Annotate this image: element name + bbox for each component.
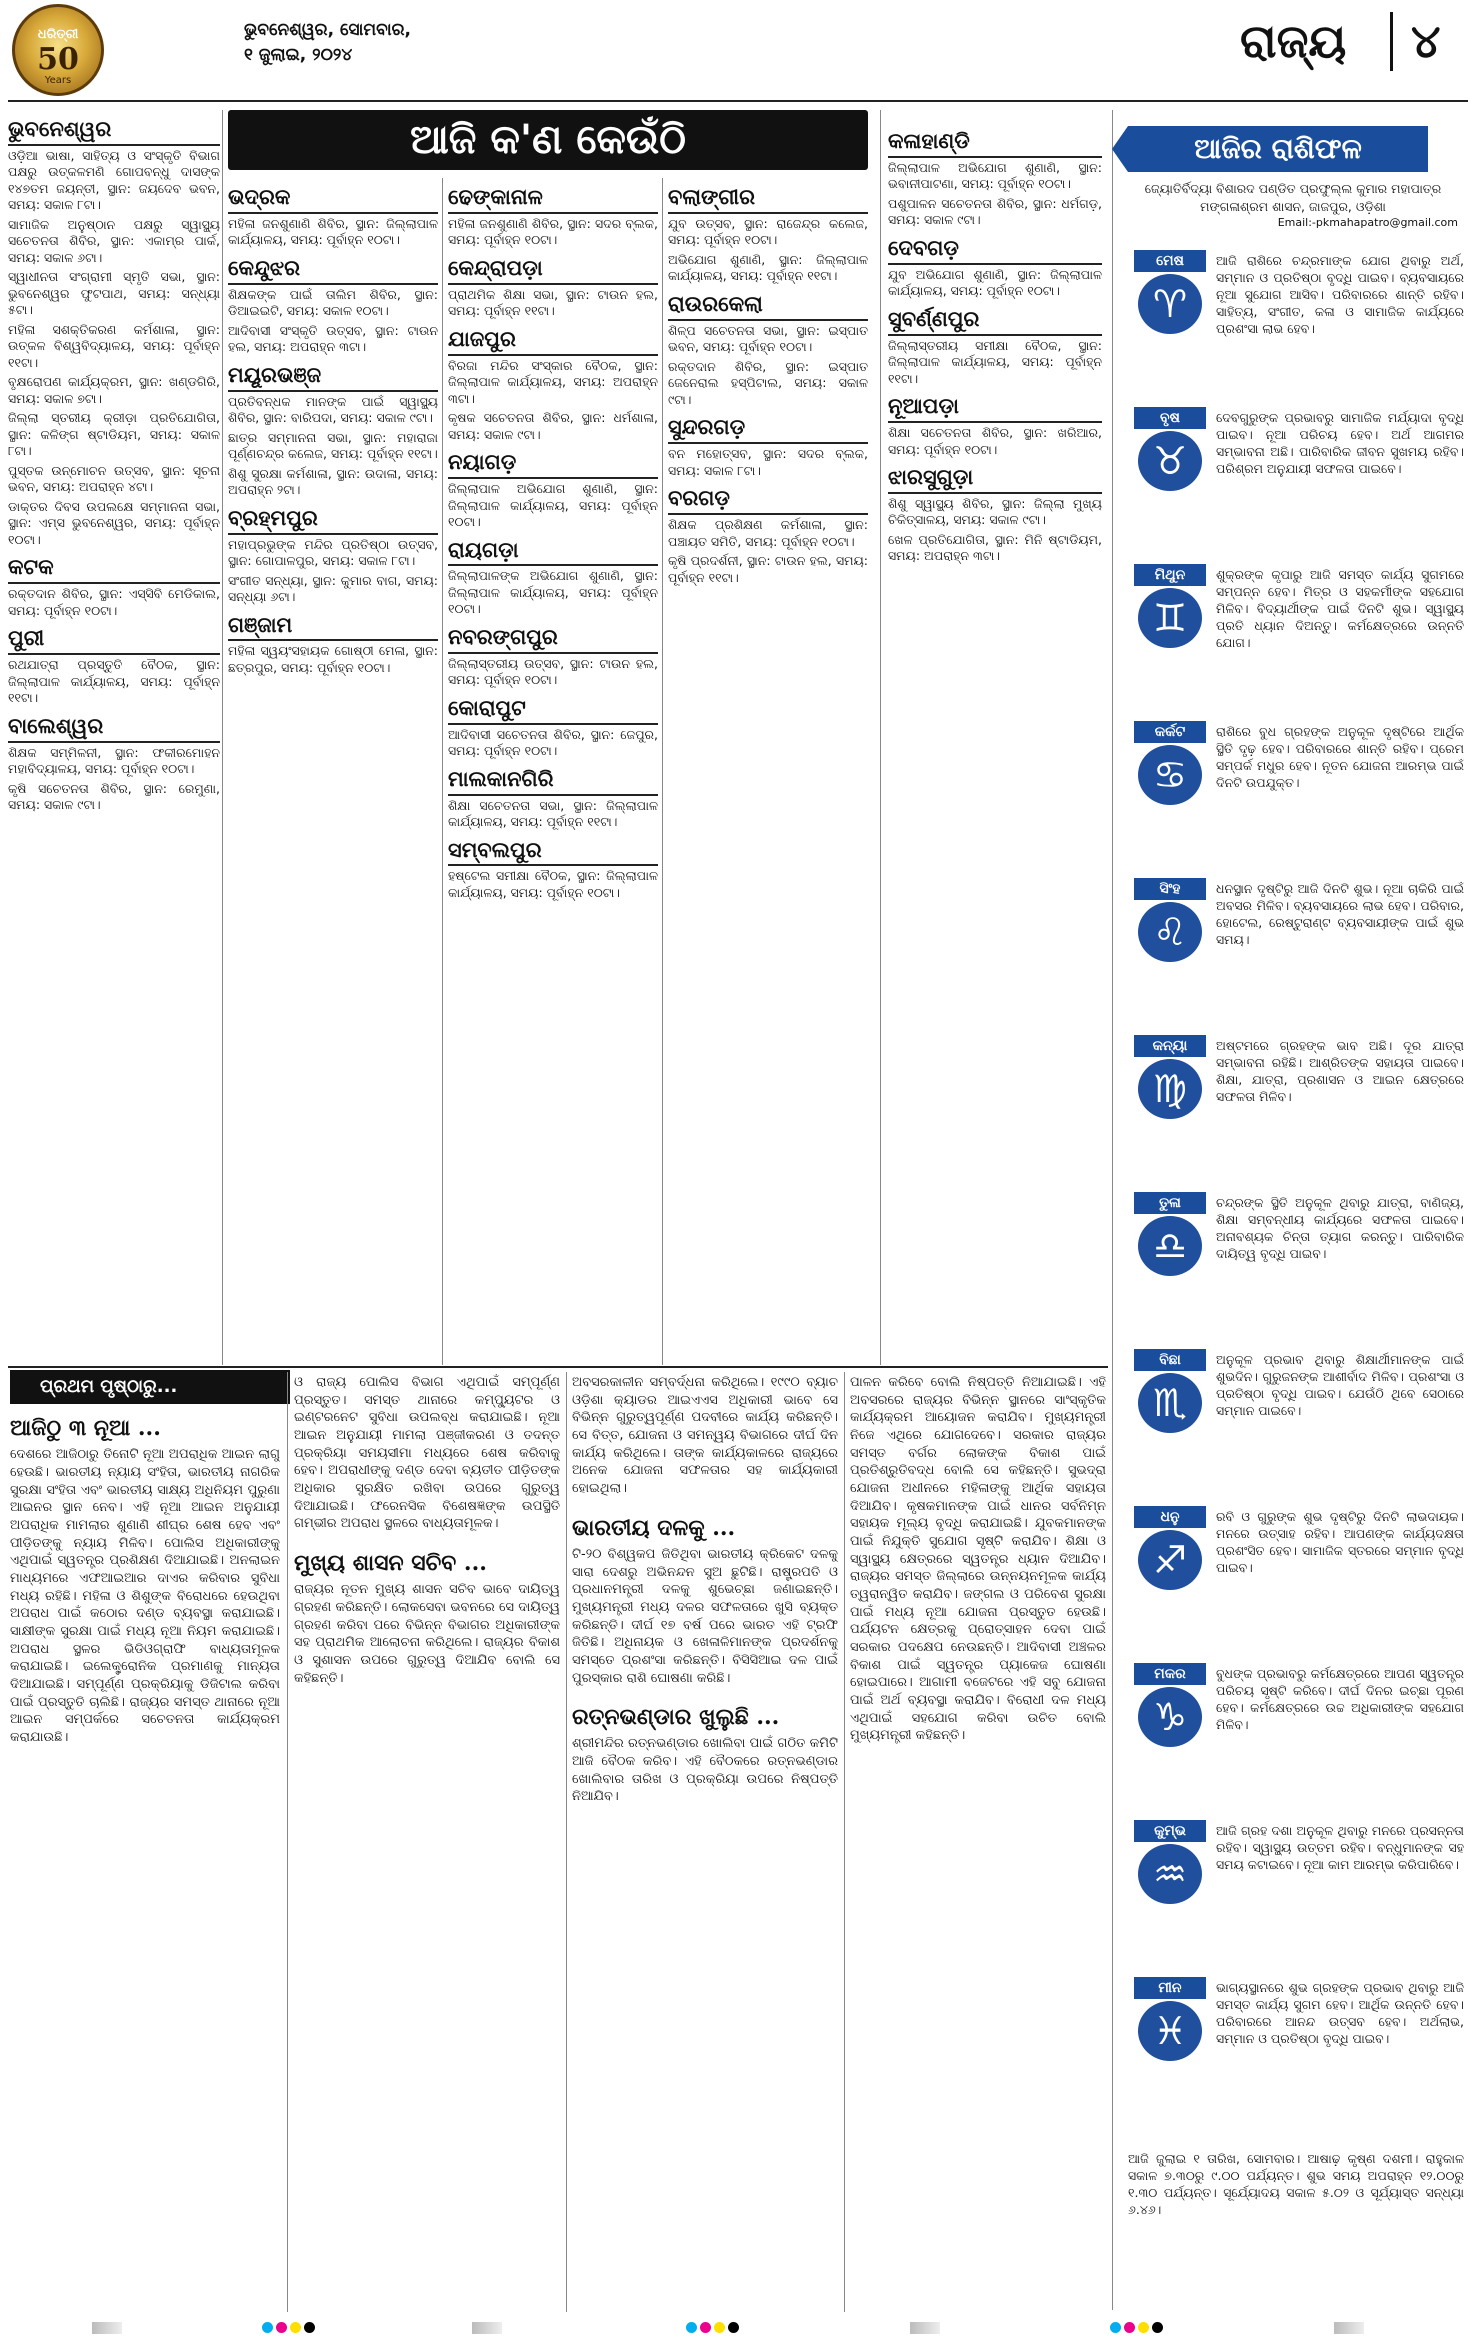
horoscope-sign (1128, 1820, 1464, 1969)
sign-name: ମେଷ (1134, 250, 1206, 272)
event-entry: ମହିଳା ଜନଶୁଣାଣି ଶିବିର, ସ୍ଥାନ: ଜିଲ୍ଲାପାଳ କାର୍ଯ୍ୟାଳୟ, ସମୟ: ପୂର୍ବାହ୍ନ ୧୦ଟା। (228, 215, 438, 248)
sign-name: କନ୍ୟା (1134, 1035, 1206, 1057)
zodiac-icon: ♑ (1138, 1687, 1202, 1747)
story-body: ଟି-୨୦ ବିଶ୍ୱକପ ଜିତିଥିବା ଭାରତୀୟ କ୍ରିକେଟ ଦଳକୁ ସାରା ଦେଶରୁ ଅଭିନନ୍ଦନ ସୁଅ ଛୁଟିଛି। ରାଷ୍ଟ୍ରପତି ଓ ପ୍ରଧାନମନ୍ତ୍ରୀ ଦଳକୁ ଶୁଭେଚ୍ଛା ଜଣାଇଛନ୍ତି। ମୁଖ୍ୟମନ୍ତ୍ରୀ ମଧ୍ୟ ଦଳର ସଫଳତାରେ ଖୁସି ବ୍ୟକ୍ତ କରିଛନ୍ତି। ଦୀର୍ଘ ୧୭ ବର୍ଷ ପରେ ଭାରତ ଏହି ଟ୍ରଫି ଜିତିଛି। ଅଧିନାୟକ ଓ ଖେଳାଳିମାନଙ୍କ ପ୍ରଦର୍ଶନକୁ ସମସ୍ତେ ପ୍ରଶଂସା କରିଛନ୍ତି। ବିସିସିଆଇ ଦଳ ପାଇଁ ପୁରସ୍କାର ରାଶି ଘୋଷଣା କରିଛି। (572, 1546, 838, 1686)
event-entry: ଓଡ଼ିଆ ଭାଷା, ସାହିତ୍ୟ ଓ ସଂସ୍କୃତି ବିଭାଗ ପକ୍ଷରୁ ଉତ୍କଳମଣି ଗୋପବନ୍ଧୁ ଦାସଙ୍କ ୧୪୭ତମ ଜୟନ୍ତୀ, ସ୍ଥାନ: ଜୟଦେବ ଭବନ, ସମୟ: ସକାଳ ୮ଟା। (8, 147, 220, 213)
event-entry: ରକ୍ତଦାନ ଶିବିର, ସ୍ଥାନ: ଏସ୍ସିବି ମେଡିକାଲ, ସମୟ: ପୂର୍ବାହ୍ନ ୧୦ଟା। (8, 586, 220, 618)
event-entry: ଶିକ୍ଷକ ସମ୍ମିଳନୀ, ସ୍ଥାନ: ଫକୀରମୋହନ ମହାବିଦ୍ୟାଳୟ, ସମୟ: ପୂର୍ବାହ୍ନ ୧୦ଟା। (8, 744, 220, 776)
horoscope-sign (1128, 407, 1464, 556)
district-heading: ଭଦ୍ରକ (228, 184, 438, 214)
sign-prediction: ଶୁକ୍ରଙ୍କ କୃପାରୁ ଆଜି ସମସ୍ତ କାର୍ଯ୍ୟ ସୁଗମରେ ସମ୍ପନ୍ନ ହେବ। ମିତ୍ର ଓ ସହକର୍ମୀଙ୍କ ସହଯୋଗ ମିଳିବ। ବିଦ୍ୟାର୍ଥୀଙ୍କ ପାଇଁ ଦିନଟି ଶୁଭ। ସ୍ୱାସ୍ଥ୍ୟ ପ୍ରତି ଧ୍ୟାନ ଦିଅନ୍ତୁ। କର୍ମକ୍ଷେତ୍ରରେ ଉନ୍ନତି ଯୋଗ। (1216, 567, 1464, 650)
sign-emblem (1128, 1349, 1212, 1437)
sign-emblem (1128, 1035, 1212, 1123)
event-entry: କୃଷକ ସଚେତନତା ଶିବିର, ସ୍ଥାନ: ଧର୍ମଶାଳା, ସମୟ: ସକାଳ ୯ଟା। (448, 410, 658, 442)
section-title: ରାଜ୍ୟ (1240, 14, 1347, 68)
sign-name: ମିଥୁନ (1134, 564, 1206, 586)
district-heading: ରାଉରକେଲା (668, 291, 868, 321)
zodiac-icon: ♐ (1138, 1530, 1202, 1590)
sign-prediction: ଚନ୍ଦ୍ରଙ୍କ ସ୍ଥିତି ଅନୁକୂଳ ଥିବାରୁ ଯାତ୍ରା, ବାଣିଜ୍ୟ, ଶିକ୍ଷା ସମ୍ବନ୍ଧୀୟ କାର୍ଯ୍ୟରେ ସଫଳତା ପାଇବେ। ଅନାବଶ୍ୟକ ଚିନ୍ତା ତ୍ୟାଗ କରନ୍ତୁ। ପାରିବାରିକ ଦାୟିତ୍ୱ ବୃଦ୍ଧି ପାଇବ। (1216, 1195, 1464, 1261)
event-entry: ଶିକ୍ଷା ସଚେତନତା ଶିବିର, ସ୍ଥାନ: ଖରିଆର, ସମୟ: ପୂର୍ବାହ୍ନ ୧୦ଟା। (888, 425, 1102, 457)
story-three-new-laws (10, 1410, 280, 2310)
zodiac-icon: ♍ (1138, 1059, 1202, 1119)
event-entry: ମହିଳା ସଶକ୍ତିକରଣ କର୍ମଶାଳା, ସ୍ଥାନ: ଉତ୍କଳ ବିଶ୍ୱବିଦ୍ୟାଳୟ, ସମୟ: ପୂର୍ବାହ୍ନ ୧୧ଟା। (8, 321, 220, 370)
event-entry: ବିରଜା ମନ୍ଦିର ସଂସ୍କାର ବୈଠକ, ସ୍ଥାନ: ଜିଲ୍ଲାପାଳ କାର୍ଯ୍ୟାଳୟ, ସମୟ: ଅପରାହ୍ନ ୩ଟା। (448, 357, 658, 406)
event-entry: ସାମାଜିକ ଅନୁଷ୍ଠାନ ପକ୍ଷରୁ ସ୍ୱାସ୍ଥ୍ୟ ସଚେତନତା ଶିବିର, ସ୍ଥାନ: ଏକାମ୍ର ପାର୍କ, ସମୟ: ସକାଳ ୬ଟା। (8, 216, 220, 265)
event-entry: ମହିଳା ଜନଶୁଣାଣି ଶିବିର, ସ୍ଥାନ: ସଦର ବ୍ଲକ, ସମୟ: ପୂର୍ବାହ୍ନ ୧୦ଟା। (448, 215, 658, 248)
events-column-2 (228, 178, 438, 1365)
event-entry: ବୃକ୍ଷରୋପଣ କାର୍ଯ୍ୟକ୍ରମ, ସ୍ଥାନ: ଖଣ୍ଡଗିରି, ସମୟ: ସକାଳ ୭ଟା। (8, 374, 220, 406)
event-entry: ସଂଗୀତ ସନ୍ଧ୍ୟା, ସ୍ଥାନ: କୁମାର ବାଗ, ସମୟ: ସନ୍ଧ୍ୟା ୬ଟା। (228, 572, 438, 604)
story-headline: ଆଜିଠୁ ୩ ନୂଆ ... (10, 1415, 161, 1441)
district-heading: ନୟାଗଡ଼ (448, 449, 658, 479)
event-entry: ଜିଲ୍ଲାପାଳଙ୍କ ଅଭିଯୋଗ ଶୁଣାଣି, ସ୍ଥାନ: ଜିଲ୍ଲାପାଳ କାର୍ଯ୍ୟାଳୟ, ସମୟ: ପୂର୍ବାହ୍ନ ୧୦ଟା। (448, 568, 658, 617)
district-heading: ବରଗଡ଼ (668, 485, 868, 515)
logo-years: Years (44, 75, 72, 86)
sign-name: ଧନୁ (1134, 1506, 1206, 1528)
sign-emblem (1128, 564, 1212, 652)
event-entry: ରକ୍ତଦାନ ଶିବିର, ସ୍ଥାନ: ଇସ୍ପାତ ଜେନେରାଲ ହସ୍ପିଟାଲ, ସମୟ: ସକାଳ ୯ଟା। (668, 358, 868, 407)
astrologer-email: Email:-pkmahapatro@gmail.com (1277, 216, 1458, 229)
district-heading: ମୟୂରଭଞ୍ଜ (228, 362, 438, 392)
story-chief-secretary-cricket (572, 1374, 838, 2314)
event-entry: ଶିଳ୍ପ ସଚେତନତା ସଭା, ସ୍ଥାନ: ଇସ୍ପାତ ଭବନ, ସମୟ: ପୂର୍ବାହ୍ନ ୧୦ଟା। (668, 322, 868, 355)
events-column-4 (668, 178, 868, 1365)
zodiac-icon: ♌ (1138, 902, 1202, 962)
print-registration-marks (0, 2318, 1477, 2338)
dateline-date: ୧ ଜୁଲାଇ, ୨୦୨୪ (244, 44, 353, 65)
sign-emblem (1128, 1192, 1212, 1280)
event-entry: ପୁସ୍ତକ ଉନ୍ମୋଚନ ଉତ୍ସବ, ସ୍ଥାନ: ସୂଚନା ଭବନ, ସମୟ: ଅପରାହ୍ନ ୪ଟା। (8, 462, 220, 495)
zodiac-icon: ♒ (1138, 1844, 1202, 1904)
event-entry: ଛାତ୍ର ସମ୍ମାନନା ସଭା, ସ୍ଥାନ: ମହାରାଜା ପୂର୍ଣ୍ଣଚନ୍ଦ୍ର କଲେଜ, ସମୟ: ପୂର୍ବାହ୍ନ ୧୧ଟା। (228, 429, 438, 462)
horoscope-sign (1128, 1506, 1464, 1655)
district-heading: ସମ୍ବଲପୁର (448, 837, 658, 867)
district-heading: ବ୍ରହ୍ମପୁର (228, 505, 438, 535)
event-entry: ଶିଶୁ ସୁରକ୍ଷା କର୍ମଶାଳା, ସ୍ଥାନ: ଉଦାଳା, ସମୟ: ଅପରାହ୍ନ ୨ଟା। (228, 465, 438, 498)
page-number: ୪ (1390, 12, 1441, 71)
district-heading: କେନ୍ଦୁଝର (228, 255, 438, 285)
event-entry: ଆଦିବାସୀ ସଚେତନତା ଶିବିର, ସ୍ଥାନ: ଜେପୁର, ସମୟ: ପୂର୍ବାହ୍ନ ୧୦ଟା। (448, 726, 658, 759)
district-heading: ସୁନ୍ଦରଗଡ଼ (668, 414, 868, 444)
newspaper-logo (12, 4, 104, 96)
sign-name: କୁମ୍ଭ (1134, 1820, 1206, 1842)
sign-prediction: ଅଷ୍ଟମରେ ଗ୍ରହଙ୍କ ଭାବ ଅଛି। ଦୂର ଯାତ୍ରା ସମ୍ଭାବନା ରହିଛି। ଆଶ୍ରିତଙ୍କ ସହାୟତା ପାଇବେ। ଶିକ୍ଷା, ଯାତ୍ରା, ପ୍ରଶାସନ ଓ ଆଇନ କ୍ଷେତ୍ରରେ ସଫଳତା ମିଳିବ। (1216, 1038, 1464, 1104)
district-heading: ଭୁବନେଶ୍ୱର (8, 116, 220, 146)
zodiac-icon: ♓ (1138, 2001, 1202, 2061)
sign-name: ବୃଷ (1134, 407, 1206, 429)
sign-prediction: ବୁଧଙ୍କ ପ୍ରଭାବରୁ କର୍ମକ୍ଷେତ୍ରରେ ଆପଣ ସ୍ୱତନ୍ତ୍ର ପରିଚୟ ସୃଷ୍ଟି କରିବେ। ଦୀର୍ଘ ଦିନର ଇଚ୍ଛା ପୂରଣ ହେବ। କର୍ମକ୍ଷେତ୍ରରେ ଉଚ୍ଚ ଅଧିକାରୀଙ୍କ ସହଯୋଗ ମିଳିବ। (1216, 1666, 1464, 1732)
event-entry: ଯୁବ ଅଭିଯୋଗ ଶୁଣାଣି, ସ୍ଥାନ: ଜିଲ୍ଲାପାଳ କାର୍ଯ୍ୟାଳୟ, ସମୟ: ପୂର୍ବାହ୍ନ ୧୦ଟା। (888, 266, 1102, 299)
horoscope-byline (1128, 180, 1458, 230)
dateline-place-day: ଭୁବନେଶ୍ୱର, ସୋମବାର, (244, 20, 411, 40)
horoscope-sign (1128, 250, 1464, 399)
sign-prediction: ଆଜି ଗ୍ରହ ଦଶା ଅନୁକୂଳ ଥିବାରୁ ମନରେ ପ୍ରସନ୍ନତା ରହିବ। ସ୍ୱାସ୍ଥ୍ୟ ଉତ୍ତମ ରହିବ। ବନ୍ଧୁମାନଙ୍କ ସହ ସମୟ କଟାଇବେ। ନୂଆ କାମ ଆରମ୍ଭ କରିପାରିବେ। (1216, 1823, 1464, 1872)
almanac-footer: ଆଜି ଜୁଲାଇ ୧ ତାରିଖ, ସୋମବାର। ଆଷାଢ଼ କୃଷ୍ଣ ଦଶମୀ। ରାହୁକାଳ ସକାଳ ୭.୩୦ରୁ ୯.୦୦ ପର୍ଯ୍ୟନ୍ତ। ଶୁଭ ସମୟ ଅପରାହ୍ନ ୧୨.୦୦ରୁ ୧.୩୦ ପର୍ଯ୍ୟନ୍ତ। ସୂର୍ଯ୍ୟୋଦୟ ସକାଳ ୫.୦୨ ଓ ସୂର୍ଯ୍ୟାସ୍ତ ସନ୍ଧ୍ୟା ୬.୪୬। (1128, 2151, 1464, 2217)
sign-name: ମୀନ (1134, 1977, 1206, 1999)
event-entry: ପଶୁପାଳନ ସଚେତନତା ଶିବିର, ସ୍ଥାନ: ଧର୍ମଗଡ଼, ସମୟ: ସକାଳ ୯ଟା। (888, 195, 1102, 228)
story-headline: ମୁଖ୍ୟ ଶାସନ ସଚିବ ... (294, 1550, 487, 1577)
sign-prediction: ଭାଗ୍ୟସ୍ଥାନରେ ଶୁଭ ଗ୍ରହଙ୍କ ପ୍ରଭାବ ଥିବାରୁ ଆଜି ସମସ୍ତ କାର୍ଯ୍ୟ ସୁଗମ ହେବ। ଆର୍ଥିକ ଉନ୍ନତି ହେବ। ପରିବାରରେ ଆନନ୍ଦ ଉତ୍ସବ ହେବ। ଅର୍ଥଲାଭ, ସମ୍ମାନ ଓ ପ୍ରତିଷ୍ଠା ବୃଦ୍ଧି ପାଇବ। (1216, 1980, 1464, 2046)
horoscope-sign (1128, 1663, 1464, 1812)
dateline (244, 18, 411, 67)
district-heading: କୋରାପୁଟ (448, 695, 658, 725)
horoscope-sign (1128, 1035, 1464, 1184)
event-entry: ଜିଲ୍ଲାସ୍ତରୀୟ ଉତ୍ସବ, ସ୍ଥାନ: ଟାଉନ ହଲ, ସମୟ: ପୂର୍ବାହ୍ନ ୧୦ଟା। (448, 655, 658, 688)
logo-number: 50 (37, 42, 79, 77)
event-entry: ଆଦିବାସୀ ସଂସ୍କୃତି ଉତ୍ସବ, ସ୍ଥାନ: ଟାଉନ ହଲ, ସମୟ: ଅପରାହ୍ନ ୩ଟା। (228, 322, 438, 355)
story-body: ଦେଶରେ ଆଜିଠାରୁ ତିନୋଟି ନୂଆ ଅପରାଧିକ ଆଇନ ଲାଗୁ ହେଉଛି। ଭାରତୀୟ ନ୍ୟାୟ ସଂହିତା, ଭାରତୀୟ ନାଗରିକ ସୁରକ୍ଷା ସଂହିତା ଏବଂ ଭାରତୀୟ ସାକ୍ଷ୍ୟ ଅଧିନିୟମ ପୁରୁଣା ଆଇନର ସ୍ଥାନ ନେବ। ଏହି ନୂଆ ଆଇନ ଅନୁଯାୟୀ ଅପରାଧିକ ମାମଲାର ଶୁଣାଣି ଶୀଘ୍ର ଶେଷ ହେବ ଏବଂ ପୀଡ଼ିତଙ୍କୁ ନ୍ୟାୟ ମିଳିବ। ପୋଲିସ ଅଧିକାରୀଙ୍କୁ ଏଥିପାଇଁ ସ୍ୱତନ୍ତ୍ର ପ୍ରଶିକ୍ଷଣ ଦିଆଯାଇଛି। ଅନଲାଇନ ମାଧ୍ୟମରେ ଏଫଆଇଆର ଦାଏର କରିବାର ସୁବିଧା ମଧ୍ୟ ରହିଛି। ମହିଳା ଓ ଶିଶୁଙ୍କ ବିରୋଧରେ ହେଉଥିବା ଅପରାଧ ପାଇଁ କଠୋର ଦଣ୍ଡ ବ୍ୟବସ୍ଥା କରାଯାଇଛି। ସାକ୍ଷୀଙ୍କ ସୁରକ୍ଷା ପାଇଁ ମଧ୍ୟ ନୂଆ ନିୟମ କରାଯାଇଛି। ଅପରାଧ ସ୍ଥଳର ଭିଡିଓଗ୍ରାଫି ବାଧ୍ୟତାମୂଳକ କରାଯାଇଛି। ଇଲେକ୍ଟ୍ରୋନିକ ପ୍ରମାଣକୁ ମାନ୍ୟତା ଦିଆଯାଇଛି। ସମ୍ପୂର୍ଣ୍ଣ ପ୍ରକ୍ରିୟାକୁ ଡିଜିଟାଲ କରିବା ପାଇଁ ପ୍ରସ୍ତୁତି ଚାଲିଛି। ରାଜ୍ୟର ସମସ୍ତ ଥାନାରେ ନୂଆ ଆଇନ ସମ୍ପର୍କରେ ସଚେତନତା କାର୍ଯ୍ୟକ୍ରମ କରାଯାଉଛି। (10, 1447, 280, 1745)
horoscope-sign (1128, 564, 1464, 713)
event-entry: ଶିକ୍ଷା ସଚେତନତା ସଭା, ସ୍ଥାନ: ଜିଲ୍ଲାପାଳ କାର୍ଯ୍ୟାଳୟ, ସମୟ: ପୂର୍ବାହ୍ନ ୧୧ଟା। (448, 797, 658, 829)
event-entry: ଜିଲ୍ଲାସ୍ତରୀୟ ସମୀକ୍ଷା ବୈଠକ, ସ୍ଥାନ: ଜିଲ୍ଲାପାଳ କାର୍ଯ୍ୟାଳୟ, ସମୟ: ପୂର୍ବାହ୍ନ ୧୧ଟା। (888, 337, 1102, 386)
event-entry: ଡାକ୍ତର ଦିବସ ଉପଲକ୍ଷେ ସମ୍ମାନନା ସଭା, ସ୍ଥାନ: ଏମ୍ସ ଭୁବନେଶ୍ୱର, ସମୟ: ପୂର୍ବାହ୍ନ ୧୦ଟା। (8, 498, 220, 547)
story-continued-police (294, 1374, 560, 2254)
sign-name: କର୍କଟ (1134, 721, 1206, 743)
masthead (8, 4, 1468, 102)
district-heading: କେନ୍ଦ୍ରାପଡ଼ା (448, 255, 658, 285)
sign-prediction: ଆଜି ରାଶିରେ ଚନ୍ଦ୍ରମାଙ୍କ ଯୋଗ ଥିବାରୁ ଅର୍ଥ, ସମ୍ମାନ ଓ ପ୍ରତିଷ୍ଠା ବୃଦ୍ଧି ପାଇବ। ବ୍ୟବସାୟରେ ନୂଆ ସୁଯୋଗ ଆସିବ। ପରିବାରରେ ଶାନ୍ତି ରହିବ। ସାହିତ୍ୟ, ସଂଗୀତ, କଳା ଓ ସାମାଜିକ କାର୍ଯ୍ୟରେ ପ୍ରଶଂସା ଲାଭ ହେବ। (1216, 253, 1464, 336)
sign-name: ସିଂହ (1134, 878, 1206, 900)
zodiac-icon: ♋ (1138, 745, 1202, 805)
sign-prediction: ଅନୁକୂଳ ପ୍ରଭାବ ଥିବାରୁ ଶିକ୍ଷାର୍ଥୀମାନଙ୍କ ପାଇଁ ଶୁଭଦିନ। ଗୁରୁଜନଙ୍କ ଆଶୀର୍ବାଦ ମିଳିବ। ପ୍ରଶଂସା ଓ ପ୍ରତିଷ୍ଠା ବୃଦ୍ଧି ପାଇବ। ଯେଉଁଠି ଥିବେ ସେଠାରେ ସମ୍ମାନ ପାଇବେ। (1216, 1352, 1464, 1418)
event-entry: ବନ ମହୋତ୍ସବ, ସ୍ଥାନ: ସଦର ବ୍ଲକ, ସମୟ: ସକାଳ ୮ଟା। (668, 446, 868, 478)
events-banner: ଆଜି କ'ଣ କେଉଁଠି (228, 110, 868, 170)
event-entry: ଶିକ୍ଷକଙ୍କ ପାଇଁ ତାଲିମ ଶିବିର, ସ୍ଥାନ: ଡିଆଇଇଟି, ସମୟ: ସକାଳ ୧୦ଟା। (228, 286, 438, 319)
sign-prediction: ରବି ଓ ଗୁରୁଙ୍କ ଶୁଭ ଦୃଷ୍ଟିରୁ ଦିନଟି ଲାଭଦାୟକ। ମନରେ ଉତ୍ସାହ ରହିବ। ଆପଣଙ୍କ କାର୍ଯ୍ୟଦକ୍ଷତା ପ୍ରଶଂସିତ ହେବ। ସାମାଜିକ ସ୍ତରରେ ସମ୍ମାନ ବୃଦ୍ଧି ପାଇବ। (1216, 1509, 1464, 1575)
event-entry: ପ୍ରତିବନ୍ଧକ ମାନଙ୍କ ପାଇଁ ସ୍ୱାସ୍ଥ୍ୟ ଶିବିର, ସ୍ଥାନ: ବାରିପଦା, ସମୟ: ସକାଳ ୯ଟା। (228, 393, 438, 426)
event-entry: ସ୍ୱାଧୀନତା ସଂଗ୍ରାମୀ ସ୍ମୃତି ସଭା, ସ୍ଥାନ: ଭୁବନେଶ୍ୱର ଫୁଟପାଥ, ସମୟ: ସନ୍ଧ୍ୟା ୫ଟା। (8, 269, 220, 318)
story-headline: ରତ୍ନଭଣ୍ଡାର ଖୁଲୁଛି ... (572, 1704, 780, 1731)
zodiac-icon: ♊ (1138, 588, 1202, 648)
sign-name: ମକର (1134, 1663, 1206, 1685)
sign-prediction: ରାଶିରେ ବୁଧ ଗ୍ରହଙ୍କ ଅନୁକୂଳ ଦୃଷ୍ଟିରେ ଆର୍ଥିକ ସ୍ଥିତି ଦୃଢ଼ ହେବ। ପରିବାରରେ ଶାନ୍ତି ରହିବ। ପ୍ରେମ ସମ୍ପର୍କ ମଧୁର ହେବ। ନୂତନ ଯୋଜନା ଆରମ୍ଭ ପାଇଁ ଦିନଟି ଉପଯୁକ୍ତ। (1216, 724, 1464, 790)
horoscope-header: ଆଜିର ରାଶିଫଳ (1128, 126, 1428, 172)
district-heading: ଗଞ୍ଜାମ (228, 612, 438, 642)
event-entry: କୃଷି ପ୍ରଦର୍ଶନୀ, ସ୍ଥାନ: ଟାଉନ ହଲ, ସମୟ: ପୂର୍ବାହ୍ନ ୧୧ଟା। (668, 553, 868, 585)
district-heading: ଦେବଗଡ଼ (888, 235, 1102, 265)
district-heading: ରାୟଗଡ଼ା (448, 537, 658, 567)
sign-emblem (1128, 1663, 1212, 1751)
zodiac-icon: ♏ (1138, 1373, 1202, 1433)
event-entry: ପ୍ରାଥମିକ ଶିକ୍ଷା ସଭା, ସ୍ଥାନ: ଟାଉନ ହଲ, ସମୟ: ପୂର୍ବାହ୍ନ ୧୧ଟା। (448, 286, 658, 319)
district-heading: ଯାଜପୁର (448, 326, 658, 356)
sign-name: ତୁଳା (1134, 1192, 1206, 1214)
event-entry: ଯୁବ ଉତ୍ସବ, ସ୍ଥାନ: ରାଜେନ୍ଦ୍ର କଲେଜ, ସମୟ: ପୂର୍ବାହ୍ନ ୧୦ଟା। (668, 215, 868, 248)
district-heading: ବଲାଙ୍ଗୀର (668, 184, 868, 214)
district-heading: ବାଲେଶ୍ୱର (8, 713, 220, 743)
event-entry: ଖେଳ ପ୍ରତିଯୋଗିତା, ସ୍ଥାନ: ମିନି ଷ୍ଟାଡିୟମ, ସମୟ: ଅପରାହ୍ନ ୩ଟା। (888, 531, 1102, 564)
event-entry: ରଥଯାତ୍ରା ପ୍ରସ୍ତୁତି ବୈଠକ, ସ୍ଥାନ: ଜିଲ୍ଲାପାଳ କାର୍ଯ୍ୟାଳୟ, ସମୟ: ପୂର୍ବାହ୍ନ ୧୧ଟା। (8, 657, 220, 706)
event-entry: ଜିଲ୍ଲାପାଳ ଅଭିଯୋଗ ଶୁଣାଣି, ସ୍ଥାନ: ଭବାନୀପାଟଣା, ସମୟ: ପୂର୍ବାହ୍ନ ୧୦ଟା। (888, 159, 1102, 192)
story-body: ପାଳନ କରିବେ ବୋଲି ନିଷ୍ପତ୍ତି ନିଆଯାଇଛି। ଏହି ଅବସରରେ ରାଜ୍ୟର ବିଭିନ୍ନ ସ୍ଥାନରେ ସାଂସ୍କୃତିକ କାର୍ଯ୍ୟକ୍ରମ ଆୟୋଜନ କରାଯିବ। ମୁଖ୍ୟମନ୍ତ୍ରୀ ନିଜେ ଏଥିରେ ଯୋଗଦେବେ। ସରକାର ରାଜ୍ୟର ସମସ୍ତ ବର୍ଗର ଲୋକଙ୍କ ବିକାଶ ପାଇଁ ପ୍ରତିଶ୍ରୁତିବଦ୍ଧ ବୋଲି ସେ କହିଛନ୍ତି। ସୁଭଦ୍ରା ଯୋଜନା ଅଧୀନରେ ମହିଳାଙ୍କୁ ଆର୍ଥିକ ସହାୟତା ଦିଆଯିବ। କୃଷକମାନଙ୍କ ପାଇଁ ଧାନର ସର୍ବନିମ୍ନ ସହାୟକ ମୂଲ୍ୟ ବୃଦ୍ଧି କରାଯାଇଛି। ଯୁବକମାନଙ୍କ ପାଇଁ ନିଯୁକ୍ତି ସୁଯୋଗ ସୃଷ୍ଟି କରାଯିବ। ଶିକ୍ଷା ଓ ସ୍ୱାସ୍ଥ୍ୟ କ୍ଷେତ୍ରରେ ସ୍ୱତନ୍ତ୍ର ଧ୍ୟାନ ଦିଆଯିବ। ରାଜ୍ୟର ସମସ୍ତ ଜିଲ୍ଲାରେ ଉନ୍ନୟନମୂଳକ କାର୍ଯ୍ୟ ତ୍ୱରାନ୍ୱିତ କରାଯିବ। ଜଙ୍ଗଲ ଓ ପରିବେଶ ସୁରକ୍ଷା ପାଇଁ ମଧ୍ୟ ନୂଆ ଯୋଜନା ପ୍ରସ୍ତୁତ ହେଉଛି। ପର୍ଯ୍ୟଟନ କ୍ଷେତ୍ରକୁ ପ୍ରୋତ୍ସାହନ ଦେବା ପାଇଁ ସରକାର ପଦକ୍ଷେପ ନେଉଛନ୍ତି। ଆଦିବାସୀ ଅଞ୍ଚଳର ବିକାଶ ପାଇଁ ସ୍ୱତନ୍ତ୍ର ପ୍ୟାକେଜ ଘୋଷଣା ହୋଇପାରେ। ଆଗାମୀ ବଜେଟରେ ଏହି ସବୁ ଯୋଜନା ପାଇଁ ଅର୍ଥ ବ୍ୟବସ୍ଥା କରାଯିବ। ବିରୋଧୀ ଦଳ ମଧ୍ୟ ଏଥିପାଇଁ ସହଯୋଗ କରିବା ଉଚିତ ବୋଲି ମୁଖ୍ୟମନ୍ତ୍ରୀ କହିଛନ୍ତି। (850, 1375, 1106, 1744)
event-entry: ଜିଲ୍ଲା ସ୍ତରୀୟ କ୍ରୀଡ଼ା ପ୍ରତିଯୋଗିତା, ସ୍ଥାନ: କଳିଙ୍ଗ ଷ୍ଟାଡିୟମ, ସମୟ: ସକାଳ ୮ଟା। (8, 410, 220, 459)
event-entry: ଶିଶୁ ସ୍ୱାସ୍ଥ୍ୟ ଶିବିର, ସ୍ଥାନ: ଜିଲ୍ଲା ମୁଖ୍ୟ ଚିକିତ୍ସାଳୟ, ସମୟ: ସକାଳ ୯ଟା। (888, 495, 1102, 528)
sign-emblem (1128, 878, 1212, 966)
district-heading: ନୂଆପଡ଼ା (888, 393, 1102, 423)
story-headline: ଭାରତୀୟ ଦଳକୁ ... (572, 1514, 736, 1541)
district-heading: କଳାହାଣ୍ଡି (888, 128, 1102, 158)
event-entry: ଶିକ୍ଷକ ପ୍ରଶିକ୍ଷଣ କର୍ମଶାଳା, ସ୍ଥାନ: ପଞ୍ଚାୟତ ସମିତି, ସମୟ: ପୂର୍ବାହ୍ନ ୧୦ଟା। (668, 517, 868, 549)
events-column-1 (8, 110, 220, 1365)
logo-name: ଧରିତ୍ରୀ (37, 27, 79, 42)
astrologer-name: ଜ୍ୟୋତିର୍ବିଦ୍ୟା ବିଶାରଦ ପଣ୍ଡିତ ପ୍ରଫୁଲ୍ଲ କୁମାର ମହାପାତ୍ର (1144, 181, 1442, 196)
events-column-5 (888, 122, 1102, 1365)
sign-emblem (1128, 250, 1212, 338)
story-body: ଓ ରାଜ୍ୟ ପୋଲିସ ବିଭାଗ ଏଥିପାଇଁ ସମ୍ପୂର୍ଣ୍ଣ ପ୍ରସ୍ତୁତ। ସମସ୍ତ ଥାନାରେ କମ୍ପ୍ୟୁଟର ଓ ଇଣ୍ଟରନେଟ ସୁବିଧା ଉପଲବ୍ଧ କରାଯାଇଛି। ନୂଆ ଆଇନ ଅନୁଯାୟୀ ମାମଲା ପଞ୍ଜୀକରଣ ଓ ତଦନ୍ତ ପ୍ରକ୍ରିୟା ସମୟସୀମା ମଧ୍ୟରେ ଶେଷ କରିବାକୁ ହେବ। ଅପରାଧୀଙ୍କୁ ଦଣ୍ଡ ଦେବା ବ୍ୟତୀତ ପୀଡ଼ିତଙ୍କ ଅଧିକାର ସୁରକ୍ଷିତ ରଖିବା ଉପରେ ଗୁରୁତ୍ୱ ଦିଆଯାଇଛି। ଫରେନସିକ ବିଶେଷଜ୍ଞଙ୍କ ଉପସ୍ଥିତି ଗମ୍ଭୀର ଅପରାଧ ସ୍ଥଳରେ ବାଧ୍ୟତାମୂଳକ। (294, 1375, 560, 1532)
event-entry: ଅଭିଯୋଗ ଶୁଣାଣି, ସ୍ଥାନ: ଜିଲ୍ଲାପାଳ କାର୍ଯ୍ୟାଳୟ, ସମୟ: ପୂର୍ବାହ୍ନ ୧୧ଟା। (668, 251, 868, 284)
district-heading: ନବରଙ୍ଗପୁର (448, 624, 658, 654)
sign-name: ବିଛା (1134, 1349, 1206, 1371)
event-entry: ମହାପ୍ରଭୁଙ୍କ ମନ୍ଦିର ପ୍ରତିଷ୍ଠା ଉତ୍ସବ, ସ୍ଥାନ: ଗୋପାଳପୁର, ସମୟ: ସକାଳ ୮ଟା। (228, 536, 438, 568)
district-heading: ପୁରୀ (8, 625, 220, 655)
district-heading: ଢେଙ୍କାନାଳ (448, 184, 658, 214)
zodiac-icon: ♈ (1138, 274, 1202, 334)
story-body: ରାଜ୍ୟର ନୂତନ ମୁଖ୍ୟ ଶାସନ ସଚିବ ଭାବେ ଦାୟିତ୍ୱ ଗ୍ରହଣ କରିଛନ୍ତି। ଲୋକସେବା ଭବନରେ ସେ ଦାୟିତ୍ୱ ଗ୍ରହଣ କରିବା ପରେ ବିଭିନ୍ନ ବିଭାଗର ଅଧିକାରୀଙ୍କ ସହ ପ୍ରାଥମିକ ଆଲୋଚନା କରିଥିଲେ। ରାଜ୍ୟର ବିକାଶ ଓ ସୁଶାସନ ଉପରେ ଗୁରୁତ୍ୱ ଦିଆଯିବ ବୋଲି ସେ କହିଛନ୍ତି। (294, 1582, 560, 1686)
sign-emblem (1128, 1977, 1212, 2065)
horoscope-sign (1128, 1977, 1464, 2126)
sign-emblem (1128, 1506, 1212, 1594)
event-entry: ହଷ୍ଟେଲ ସମୀକ୍ଷା ବୈଠକ, ସ୍ଥାନ: ଜିଲ୍ଲାପାଳ କାର୍ଯ୍ୟାଳୟ, ସମୟ: ପୂର୍ବାହ୍ନ ୧୦ଟା। (448, 868, 658, 900)
event-entry: ମହିଳା ସ୍ୱୟଂସହାୟକ ଗୋଷ୍ଠୀ ମେଳା, ସ୍ଥାନ: ଛତ୍ରପୁର, ସମୟ: ପୂର୍ବାହ୍ନ ୧୦ଟା। (228, 643, 438, 675)
zodiac-icon: ♉ (1138, 431, 1202, 491)
sign-emblem (1128, 407, 1212, 495)
horoscope-sign (1128, 1349, 1464, 1498)
horoscope-sign (1128, 878, 1464, 1027)
astrologer-address: ମଙ୍ଗଳାଶ୍ରମ ଶାସନ, ଜାଜପୁର, ଓଡ଼ିଶା (1200, 198, 1386, 214)
sign-emblem (1128, 1820, 1212, 1908)
event-entry: ଜିଲ୍ଲାପାଳ ଅଭିଯୋଗ ଶୁଣାଣି, ସ୍ଥାନ: ଜିଲ୍ଲାପାଳ କାର୍ଯ୍ୟାଳୟ, ସମୟ: ପୂର୍ବାହ୍ନ ୧୦ଟା। (448, 481, 658, 529)
district-heading: କଟକ (8, 554, 220, 584)
event-entry: କୃଷି ସଚେତନତା ଶିବିର, ସ୍ଥାନ: ରେମୁଣା, ସମୟ: ସକାଳ ୯ଟା। (8, 780, 220, 812)
events-column-3 (448, 178, 658, 1365)
horoscope-sign (1128, 1192, 1464, 1341)
story-government-plans (850, 1374, 1106, 2314)
sign-prediction: ଦେବଗୁରୁଙ୍କ ପ୍ରଭାବରୁ ସାମାଜିକ ମର୍ଯ୍ୟାଦା ବୃଦ୍ଧି ପାଇବ। ନୂଆ ପରିଚୟ ହେବ। ଅର୍ଥ ଆଗମର ସମ୍ଭାବନା ଅଛି। ପାରିବାରିକ ଜୀବନ ସୁଖମୟ ରହିବ। ପରିଶ୍ରମ ଅନୁଯାୟୀ ସଫଳତା ପାଇବେ। (1216, 410, 1464, 476)
district-heading: ସୁବର୍ଣ୍ଣପୁର (888, 306, 1102, 336)
sign-emblem (1128, 721, 1212, 809)
horoscope-sign (1128, 721, 1464, 870)
zodiac-icon: ♎ (1138, 1216, 1202, 1276)
continued-from-front-label: ପ୍ରଥମ ପୃଷ୍ଠାରୁ... (10, 1370, 290, 1404)
district-heading: ମାଲକାନଗିରି (448, 766, 658, 796)
district-heading: ଝାରସୁଗୁଡ଼ା (888, 464, 1102, 494)
story-body: ଅବସରକାଳୀନ ସମ୍ବର୍ଦ୍ଧନା କରିଥିଲେ। ୧୯୯୦ ବ୍ୟାଚ ଓଡ଼ିଶା କ୍ୟାଡର ଆଇଏଏସ ଅଧିକାରୀ ଭାବେ ସେ ବିଭିନ୍ନ ଗୁରୁତ୍ୱପୂର୍ଣ୍ଣ ପଦବୀରେ କାର୍ଯ୍ୟ କରିଛନ୍ତି। ସେ ବିତ୍ତ, ଯୋଜନା ଓ ସମନ୍ୱୟ ବିଭାଗରେ ଦୀର୍ଘ ଦିନ କାର୍ଯ୍ୟ କରିଥିଲେ। ତାଙ୍କ କାର୍ଯ୍ୟକାଳରେ ରାଜ୍ୟରେ ଅନେକ ଯୋଜନା ସଫଳତାର ସହ କାର୍ଯ୍ୟକାରୀ ହୋଇଥିଲା। (572, 1375, 838, 1497)
story-body: ଶ୍ରୀମନ୍ଦିର ରତ୍ନଭଣ୍ଡାର ଖୋଲିବା ପାଇଁ ଗଠିତ କମିଟି ଆଜି ବୈଠକ କରିବ। ଏହି ବୈଠକରେ ରତ୍ନଭଣ୍ଡାର ଖୋଲିବାର ତାରିଖ ଓ ପ୍ରକ୍ରିୟା ଉପରେ ନିଷ୍ପତ୍ତି ନିଆଯିବ। (572, 1736, 838, 1805)
sign-prediction: ଧନସ୍ଥାନ ଦୃଷ୍ଟିରୁ ଆଜି ଦିନଟି ଶୁଭ। ନୂଆ ଚାକିରି ପାଇଁ ଅବସର ମିଳିବ। ବ୍ୟବସାୟରେ ଲାଭ ହେବ। ପରିବାର, ହୋଟେଲ, ରେଷ୍ଟୁରାଣ୍ଟ ବ୍ୟବସାୟୀଙ୍କ ପାଇଁ ଶୁଭ ସମୟ। (1216, 881, 1464, 947)
